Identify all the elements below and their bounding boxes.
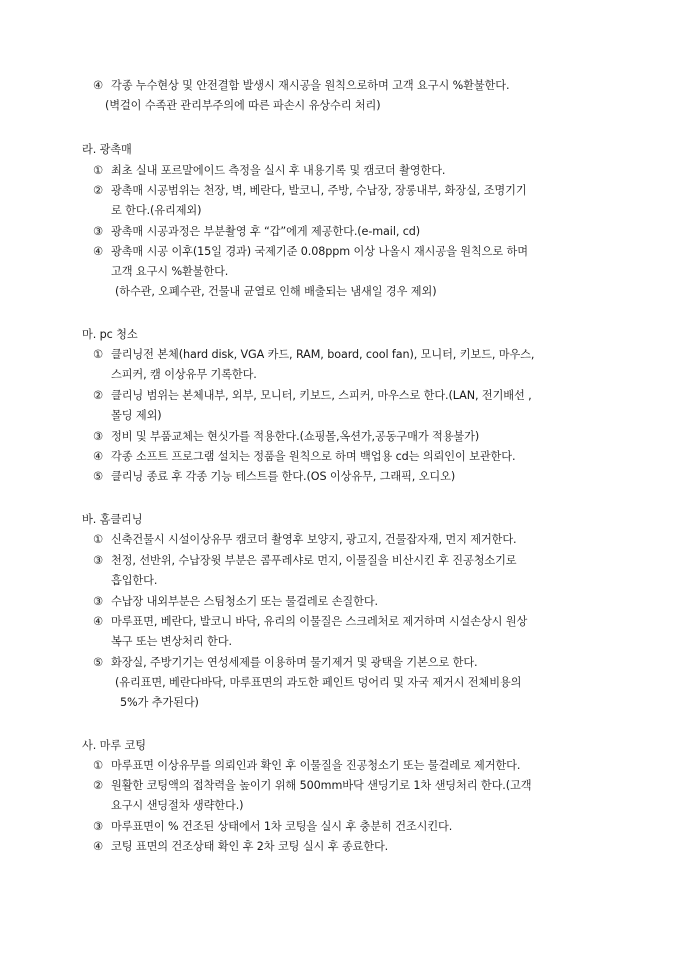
item-number: ③ [93, 225, 103, 238]
item-number: ④ [93, 840, 103, 853]
item-number: ③ [93, 820, 103, 833]
list-item [93, 388, 532, 404]
intro-note: (벽걸이 수족관 관리부주의에 따른 파손시 유상수리 처리) [105, 99, 381, 112]
list-item [93, 553, 517, 569]
list-item [93, 429, 479, 445]
item-number: ⑤ [93, 470, 103, 483]
item-number: ④ [93, 79, 103, 92]
item-text: 클리닝 범위는 본체내부, 외부, 모니터, 키보드, 스피커, 마우스로 한다.(LAN, 전기배선 , [111, 389, 532, 402]
intro-item-4 [93, 78, 509, 94]
list-item [93, 614, 527, 630]
item-continuation: 로 한다.(유리제외) [111, 204, 202, 217]
item-continuation: 흡입한다. [111, 574, 158, 587]
item-number: ③ [93, 554, 103, 567]
item-text: 천정, 선반위, 수납장윗 부분은 콤푸레샤로 먼지, 이물질을 비산시킨 후 진공청소기로 [111, 554, 517, 567]
item-continuation: 스피커, 캠 이상유무 기록한다. [111, 368, 257, 381]
item-text: 광촉매 시공과정은 부분촬영 후 “갑”에게 제공한다.(e-mail, cd) [111, 225, 421, 238]
item-number: ④ [93, 450, 103, 463]
item-number: ② [93, 779, 103, 792]
item-text: 수납장 내외부분은 스팀청소기 또는 물걸레로 손질한다. [111, 595, 379, 608]
item-text: 광촉매 시공범위는 천장, 벽, 베란다, 발코니, 주방, 수납장, 장롱내부, 화장실, 조명기기 [111, 184, 527, 197]
item-text: 클리닝 종료 후 각종 기능 테스트를 한다.(OS 이상유무, 그래픽, 오디오) [111, 470, 456, 483]
section-title: 사. 마루 코팅 [82, 739, 146, 752]
item-number: ③ [93, 430, 103, 443]
item-text: 마루표면, 베란다, 발코니 바닥, 유리의 이물질은 스크레처로 제거하며 시설손상시 원상 [111, 615, 528, 628]
item-text: 정비 및 부품교체는 현싯가를 적용한다.(쇼핑몰,옥션가,공동구매가 적용불가) [111, 430, 480, 443]
item-text: 각종 소프트 프로그램 설치는 정품을 원칙으로 하며 백업용 cd는 의뢰인이 보관한다. [111, 450, 516, 463]
item-text: 최초 실내 포르말에이드 측정을 실시 후 내용기록 및 캠코더 촬영한다. [111, 164, 446, 177]
list-item [93, 163, 445, 179]
item-text: 신축건물시 시설이상유무 캠코더 촬영후 보양지, 광고지, 건물잡자재, 먼지 제거한다. [111, 533, 517, 546]
list-item [93, 655, 478, 671]
section-note: (하수관, 오폐수관, 건물내 균열로 인해 배출되는 냄새일 경우 제외) [115, 285, 437, 298]
item-text: 원활한 코팅액의 접착력을 높이기 위해 500mm바닥 샌딩기로 1차 샌딩처리 한다.(고객 [111, 779, 532, 792]
list-item [93, 819, 452, 835]
item-text: 클리닝전 본체(hard disk, VGA 카드, RAM, board, cool fan), 모니터, 키보드, 마우스, [111, 348, 535, 361]
list-item [93, 183, 527, 199]
section-note: (유리표면, 베란다바닥, 마루표면의 과도한 페인트 덩어리 및 자국 제거시 전체비용의 [115, 676, 522, 689]
item-number: ④ [93, 245, 103, 258]
item-number: ③ [93, 595, 103, 608]
section-title: 라. 광촉매 [82, 143, 132, 156]
section-title: 바. 홈클리닝 [82, 513, 143, 526]
list-item [93, 449, 515, 465]
section-title: 마. pc 청소 [82, 328, 138, 341]
item-number: ② [93, 389, 103, 402]
item-number: ① [93, 164, 103, 177]
section-note-continuation: 5%가 추가된다) [120, 696, 199, 709]
item-text: 코팅 표면의 건조상태 확인 후 2차 코팅 실시 후 종료한다. [111, 840, 389, 853]
item-text: 마루표면이 % 건조된 상태에서 1차 코팅을 실시 후 충분히 건조시킨다. [111, 820, 453, 833]
item-continuation: 복구 또는 변상처리 한다. [111, 635, 232, 648]
item-number: ⑤ [93, 656, 103, 669]
list-item [93, 839, 388, 855]
list-item [93, 758, 520, 774]
item-number: ④ [93, 615, 103, 628]
list-item [93, 778, 531, 794]
list-item [93, 532, 517, 548]
item-continuation: 요구시 샌딩절차 생략한다.) [111, 799, 244, 812]
item-continuation: 고객 요구시 %환불한다. [111, 265, 229, 278]
list-item [93, 594, 378, 610]
item-continuation: 몰딩 제외) [111, 409, 162, 422]
item-text: 마루표면 이상유무를 의뢰인과 확인 후 이물질을 진공청소기 또는 물걸레로 제거한다. [111, 759, 521, 772]
item-text: 화장실, 주방기기는 연성세제를 이용하며 물기제거 및 광택을 기본으로 한다. [111, 656, 478, 669]
item-text: 광촉매 시공 이후(15일 경과) 국제기준 0.08ppm 이상 나올시 재시공을 원칙으로 하며 [111, 245, 528, 258]
item-number: ② [93, 184, 103, 197]
item-number: ① [93, 759, 103, 772]
list-item [93, 347, 534, 363]
list-item [93, 244, 528, 260]
item-number: ① [93, 348, 103, 361]
list-item [93, 224, 420, 240]
list-item [93, 469, 455, 485]
item-number: ① [93, 533, 103, 546]
item-text: 각종 누수현상 및 안전결함 발생시 재시공을 원칙으로하며 고객 요구시 %환불한다. [111, 79, 510, 92]
